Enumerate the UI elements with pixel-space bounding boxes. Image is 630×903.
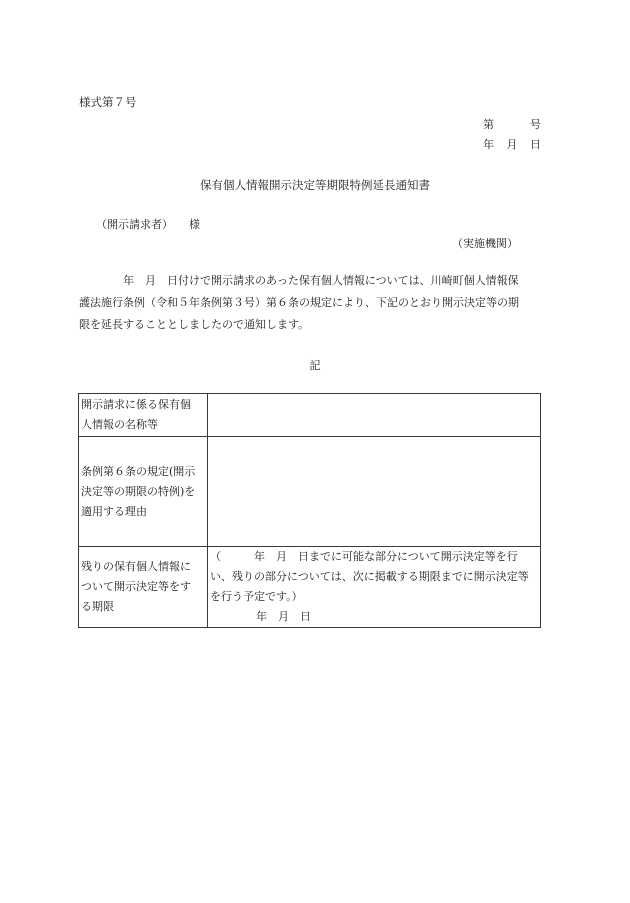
form-number: 様式第７号 xyxy=(79,95,137,109)
number-prefix: 第 xyxy=(483,118,494,131)
row2-label-line-1: 条例第６条の規定(開示 xyxy=(81,464,196,478)
date-year: 年 xyxy=(483,138,494,151)
date-month: 月 xyxy=(506,138,518,151)
body-line-3: 限を延長することとしましたので通知します。 xyxy=(79,318,310,331)
row3-value-line-1: （ 年 月 日までに可能な部分について開示決定等を行 xyxy=(210,550,518,563)
row1-label-line-2: 人情報の名称等 xyxy=(81,418,158,431)
row2-label-line-3: 適用する理由 xyxy=(81,504,147,518)
row3-value xyxy=(208,547,541,628)
document-date xyxy=(483,139,541,150)
row3-value-line-2: い、残りの部分については、次に掲載する期限までに開示決定等 xyxy=(210,570,529,583)
date-day: 日 xyxy=(530,138,541,151)
document-title: 保有個人情報開示決定等期限特例延長通知書 xyxy=(200,178,430,192)
body-paragraph xyxy=(79,270,549,336)
honorific: 様 xyxy=(189,218,200,231)
table-row xyxy=(79,437,541,547)
row3-deadline-date: 年 月 日 xyxy=(256,610,311,623)
body-line-1: 年 月 日付けで開示請求のあった保有個人情報については、川崎町個人情報保 xyxy=(79,274,519,287)
agency-label: （実施機関） xyxy=(452,237,518,250)
row3-label-line-2: ついて開示決定等をす xyxy=(81,580,191,593)
row2-label-line-2: 決定等の期限の特例)を xyxy=(81,484,196,498)
row3-value-line-3: を行う予定です。） xyxy=(210,590,303,603)
table-row xyxy=(79,547,541,628)
notice-table xyxy=(78,393,541,628)
row3-label xyxy=(79,547,208,628)
row2-value xyxy=(208,437,541,547)
row3-label-line-3: る期限 xyxy=(81,600,114,613)
ki-heading: 記 xyxy=(309,359,321,372)
body-line-2: 護法施行条例（令和５年条例第３号）第６条の規定により、下記のとおり開示決定等の期 xyxy=(79,296,519,309)
addressee xyxy=(96,219,200,230)
row3-label-line-1: 残りの保有個人情報に xyxy=(81,560,191,573)
requester-label: （開示請求者） xyxy=(96,218,173,231)
document-number xyxy=(483,119,541,130)
row1-value xyxy=(208,394,541,437)
row2-label xyxy=(79,437,208,547)
number-suffix: 号 xyxy=(530,118,541,131)
table-row xyxy=(79,394,541,437)
row1-label xyxy=(79,394,208,437)
row1-label-line-1: 開示請求に係る保有個 xyxy=(81,398,191,411)
